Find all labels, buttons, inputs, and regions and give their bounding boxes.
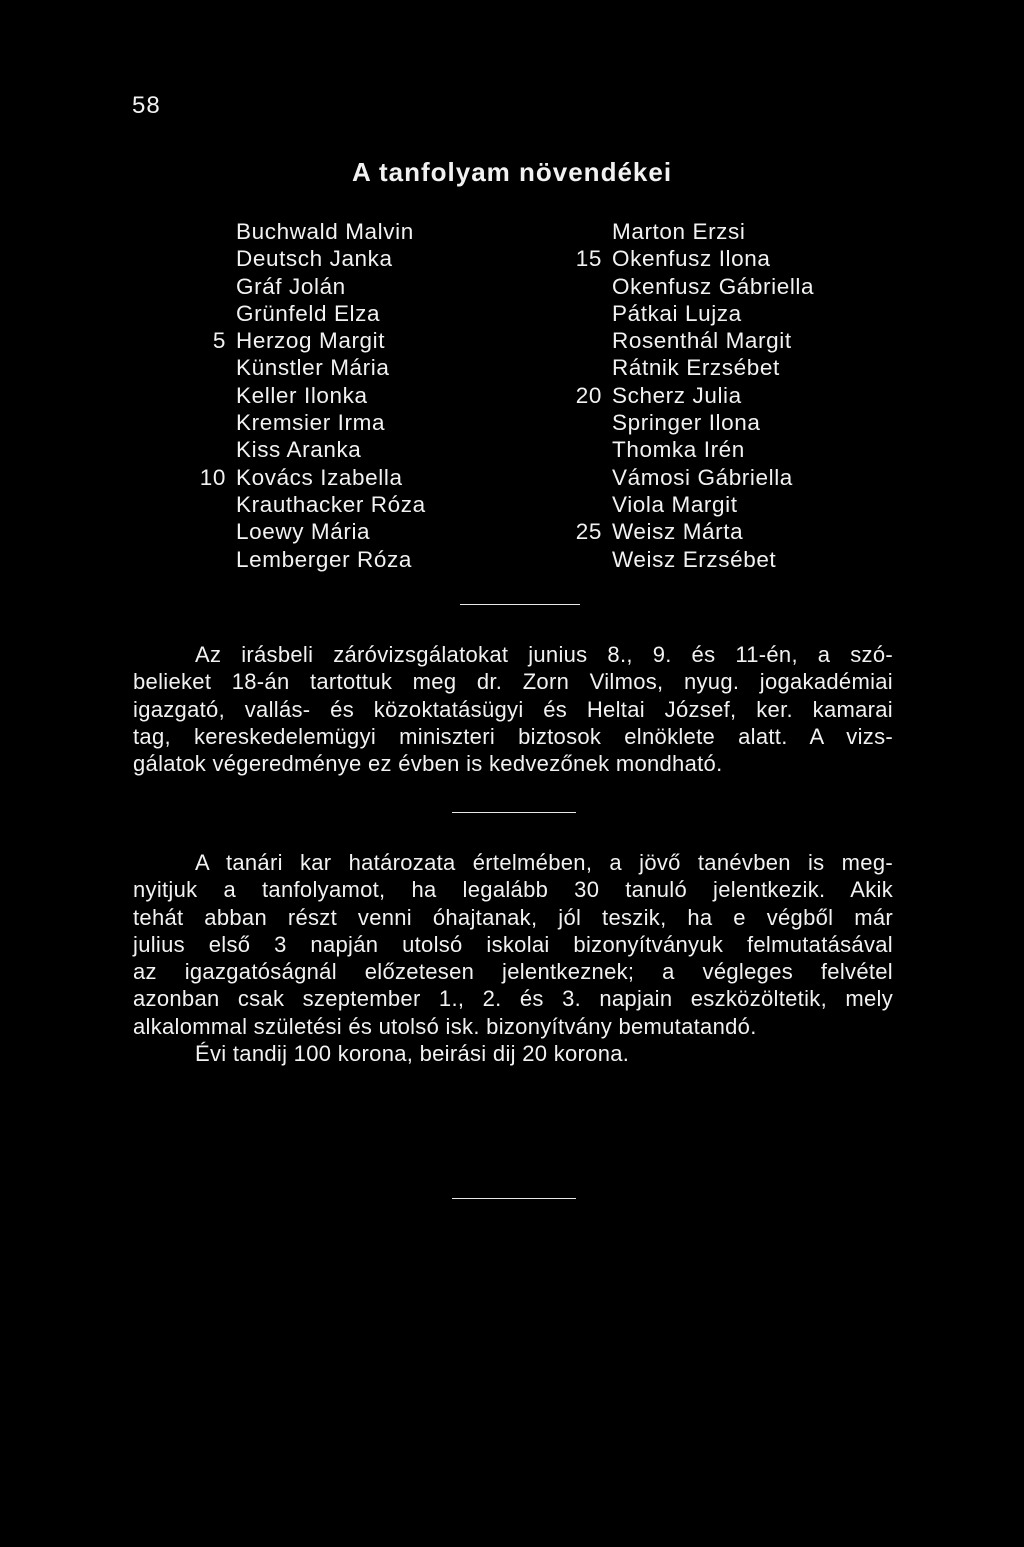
- line-number: 10: [199, 464, 226, 490]
- list-item: [566, 491, 814, 518]
- list-item: [566, 218, 814, 245]
- list-item: [566, 382, 814, 409]
- text-line: igazgató, vallás- és közoktatásügyi és Heltai József, ker. kamarai: [133, 696, 893, 722]
- text-line: tag, kereskedelemügyi miniszteri biztosok elnöklete alatt. A vizs-: [133, 723, 893, 749]
- list-item: [566, 354, 814, 381]
- student-roster: [0, 218, 1024, 578]
- text-line: belieket 18-án tartottuk meg dr. Zorn Vilmos, nyug. jogakadémiai: [133, 669, 893, 695]
- text-line: A tanári kar határozata értelmében, a jövő tanévben is meg-: [195, 850, 893, 875]
- list-item: [190, 300, 426, 327]
- list-item: [190, 436, 426, 463]
- student-name: Herzog Margit: [236, 328, 386, 354]
- list-item: [190, 409, 426, 436]
- student-name: Lemberger Róza: [236, 546, 412, 572]
- list-item: [566, 409, 814, 436]
- student-name: Keller Ilonka: [236, 382, 368, 408]
- list-item: [566, 245, 814, 272]
- student-name: Krauthacker Róza: [236, 491, 426, 517]
- student-name: Rátnik Erzsébet: [612, 355, 780, 381]
- student-name: Springer Ilona: [612, 410, 761, 436]
- page-title: A tanfolyam növendékei: [351, 157, 673, 187]
- student-name: Buchwald Malvin: [236, 219, 414, 244]
- list-item: [190, 354, 426, 381]
- student-name: Kremsier Irma: [236, 410, 386, 436]
- list-item: [566, 436, 814, 463]
- text-line: nyitjuk a tanfolyamot, ha legalább 30 tanuló jelentkezik. Akik: [133, 877, 893, 903]
- line-number: 5: [212, 328, 226, 354]
- student-name: Okenfusz Ilona: [612, 246, 771, 272]
- list-item: [190, 491, 426, 518]
- student-name: Marton Erzsi: [612, 219, 746, 244]
- list-item: [190, 273, 426, 300]
- student-name: Kovács Izabella: [236, 464, 403, 490]
- list-item: [190, 218, 426, 245]
- list-item: [566, 518, 814, 545]
- list-item: [190, 464, 426, 491]
- student-name: Kiss Aranka: [236, 437, 362, 463]
- page-number: 58: [132, 92, 161, 119]
- student-name: Deutsch Janka: [236, 246, 393, 272]
- list-item: [566, 327, 814, 354]
- student-list-right: [566, 218, 814, 573]
- exam-paragraph: [133, 641, 893, 777]
- list-item: [190, 327, 426, 354]
- student-name: Weisz Márta: [612, 519, 744, 545]
- student-name: Okenfusz Gábriella: [612, 273, 815, 299]
- student-name: Thomka Irén: [612, 437, 745, 463]
- line-number: 25: [575, 519, 602, 545]
- text-line: Évi tandij 100 korona, beirási dij 20 korona.: [195, 1041, 630, 1067]
- text-line: az igazgatóságnál előzetesen jelentkeznek; a végleges felvétel: [133, 959, 893, 985]
- student-name: Gráf Jolán: [236, 273, 346, 299]
- list-item: [190, 382, 426, 409]
- list-item: [190, 245, 426, 272]
- text-line: julius első 3 napján utolsó iskolai bizonyítványuk felmutatásával: [133, 931, 893, 957]
- divider: [452, 1198, 576, 1199]
- student-name: Grünfeld Elza: [236, 300, 381, 326]
- student-name: Loewy Mária: [236, 519, 371, 545]
- line-number: 15: [575, 246, 602, 272]
- student-name: Weisz Erzsébet: [612, 546, 777, 572]
- line-number: 20: [575, 382, 602, 408]
- divider: [452, 812, 576, 813]
- enrollment-paragraph: [133, 849, 893, 1067]
- list-item: [566, 464, 814, 491]
- text-line: azonban csak szeptember 1., 2. és 3. napjain eszközöltetik, mely: [133, 986, 893, 1012]
- list-item: [190, 518, 426, 545]
- text-line: alkalommal születési és utolsó isk. bizonyítvány bemutatandó.: [133, 1013, 757, 1039]
- divider: [460, 604, 580, 605]
- student-name: Künstler Mária: [236, 355, 390, 381]
- list-item: [566, 546, 814, 573]
- student-name: Pátkai Lujza: [612, 300, 742, 326]
- text-line: gálatok végeredménye ez évben is kedvezőnek mondható.: [133, 751, 723, 777]
- list-item: [566, 273, 814, 300]
- student-name: Viola Margit: [612, 491, 738, 517]
- student-name: Vámosi Gábriella: [612, 464, 793, 490]
- student-name: Scherz Julia: [612, 382, 742, 408]
- list-item: [190, 546, 426, 573]
- text-line: tehát abban részt venni óhajtanak, jól teszik, ha e végből már: [133, 904, 893, 930]
- list-item: [566, 300, 814, 327]
- student-list-left: [190, 218, 426, 573]
- text-line: Az irásbeli záróvizsgálatokat junius 8., 9. és 11-én, a szó-: [195, 642, 893, 667]
- student-name: Rosenthál Margit: [612, 328, 792, 354]
